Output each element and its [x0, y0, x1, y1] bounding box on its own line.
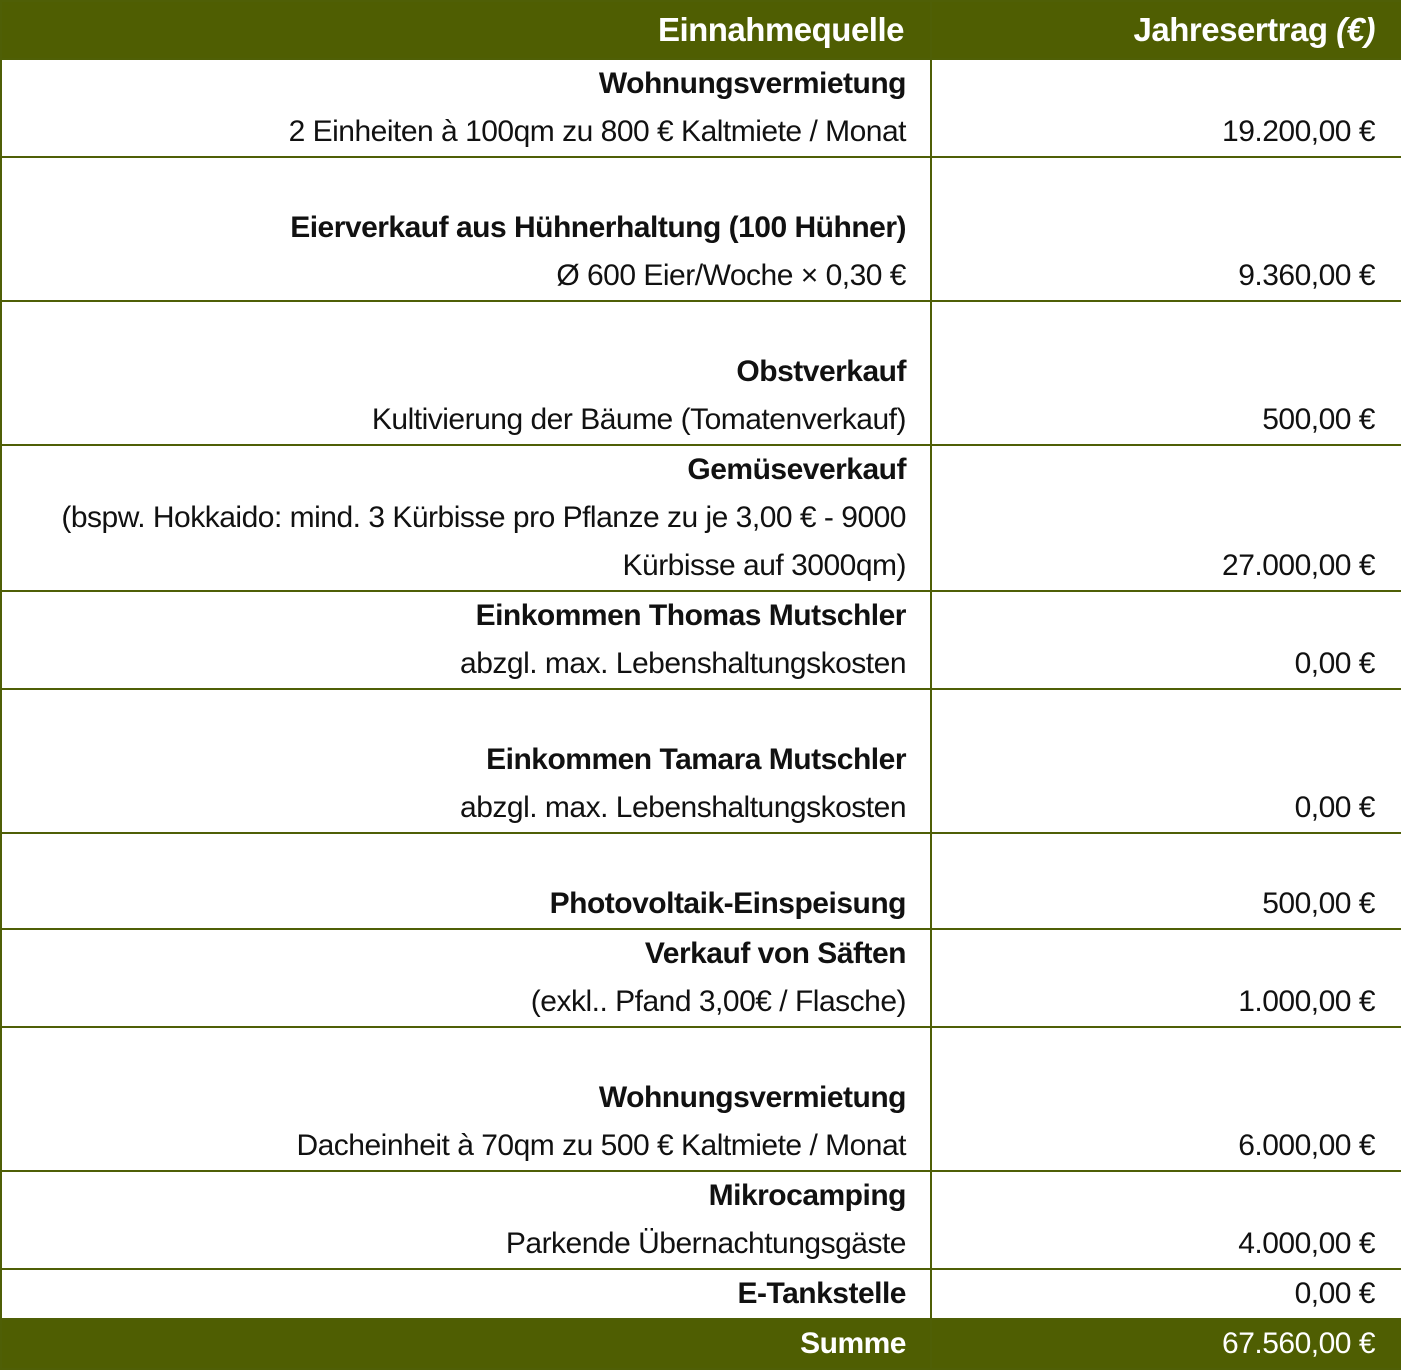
- source-cell: [1, 833, 931, 929]
- value-cell: 0,00 €: [931, 689, 1401, 833]
- value-cell: 0,00 €: [931, 1269, 1401, 1319]
- table-row: [1, 445, 1401, 591]
- source-title: Gemüseverkauf: [687, 453, 906, 486]
- table-row: [1, 1171, 1401, 1269]
- value-cell: 500,00 €: [931, 301, 1401, 445]
- source-cell: [1, 445, 931, 591]
- header-source: [1, 1, 931, 59]
- value-cell: 0,00 €: [931, 591, 1401, 689]
- table-row: [1, 833, 1401, 929]
- source-cell: [1, 1171, 931, 1269]
- source-title: Wohnungsvermietung: [598, 1081, 906, 1114]
- source-title: Wohnungsvermietung: [598, 67, 906, 100]
- table-row: [1, 1269, 1401, 1319]
- table-row: [1, 689, 1401, 833]
- total-row: [1, 1319, 1401, 1369]
- source-detail: Parkende Übernachtungsgäste: [505, 1227, 906, 1260]
- source-cell: [1, 59, 931, 157]
- source-cell: [1, 157, 931, 301]
- header-value: [931, 1, 1401, 59]
- source-detail: abzgl. max. Lebenshaltungskosten: [460, 647, 906, 680]
- source-title: Mikrocamping: [708, 1179, 906, 1212]
- source-title: Verkauf von Säften: [644, 937, 906, 970]
- source-detail: Ø 600 Eier/Woche × 0,30 €: [556, 259, 906, 292]
- value-cell: 19.200,00 €: [931, 59, 1401, 157]
- header-source-label: Einnahmequelle: [657, 11, 904, 48]
- value-cell: 9.360,00 €: [931, 157, 1401, 301]
- value-cell: 27.000,00 €: [931, 445, 1401, 591]
- source-cell: [1, 301, 931, 445]
- source-detail: Kultivierung der Bäume (Tomatenverkauf): [371, 403, 906, 436]
- source-title: E-Tankstelle: [737, 1277, 906, 1310]
- source-title: Eierverkauf aus Hühnerhaltung (100 Hühner): [290, 211, 906, 244]
- value-cell: 6.000,00 €: [931, 1027, 1401, 1171]
- source-title: Einkommen Thomas Mutschler: [475, 599, 906, 632]
- source-cell: [1, 929, 931, 1027]
- table-row: [1, 157, 1401, 301]
- source-detail: Dacheinheit à 70qm zu 500 € Kaltmiete / Monat: [296, 1129, 906, 1162]
- value-cell: 4.000,00 €: [931, 1171, 1401, 1269]
- header-value-label: Jahresertrag: [1133, 11, 1328, 48]
- source-cell: [1, 1269, 931, 1319]
- value-cell: 500,00 €: [931, 833, 1401, 929]
- source-detail: abzgl. max. Lebenshaltungskosten: [460, 791, 906, 824]
- source-title: Obstverkauf: [736, 355, 906, 388]
- source-cell: [1, 591, 931, 689]
- header-value-unit: (€): [1336, 11, 1375, 48]
- value-cell: 1.000,00 €: [931, 929, 1401, 1027]
- header-row: [1, 1, 1401, 59]
- table-row: [1, 59, 1401, 157]
- source-cell: [1, 689, 931, 833]
- total-value: 67.560,00 €: [931, 1319, 1401, 1369]
- table-row: [1, 591, 1401, 689]
- table-row: [1, 1027, 1401, 1171]
- source-detail: 2 Einheiten à 100qm zu 800 € Kaltmiete / Monat: [288, 115, 906, 148]
- source-cell: [1, 1027, 931, 1171]
- table-row: [1, 929, 1401, 1027]
- total-label: Summe: [1, 1319, 931, 1369]
- source-title: Photovoltaik-Einspeisung: [549, 887, 906, 920]
- table-row: [1, 301, 1401, 445]
- source-detail: (bspw. Hokkaido: mind. 3 Kürbisse pro Pflanze zu je 3,00 € - 9000 Kürbisse auf 3000qm): [61, 501, 906, 582]
- source-detail: (exkl.. Pfand 3,00€ / Flasche): [530, 985, 906, 1018]
- source-title: Einkommen Tamara Mutschler: [486, 743, 906, 776]
